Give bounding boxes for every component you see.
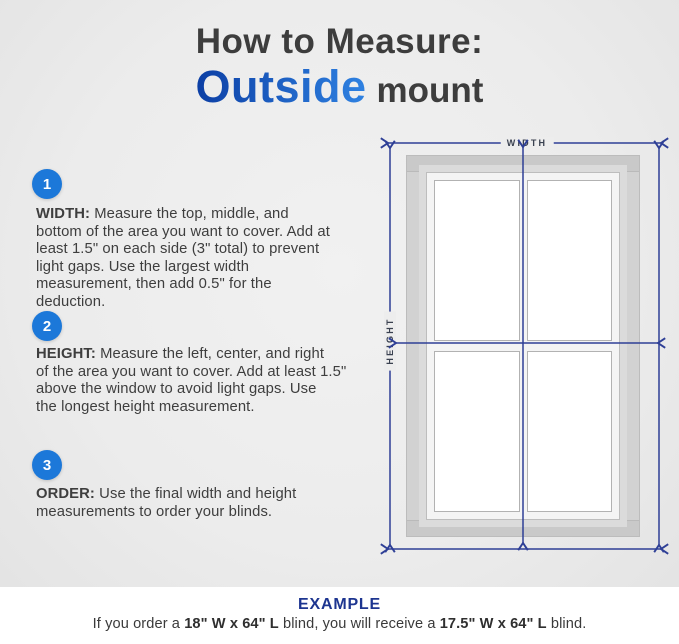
- title-line-2: [0, 63, 679, 122]
- height-dimension-label: HEIGHT: [384, 311, 396, 370]
- example-mid: blind, you will receive a: [278, 616, 440, 632]
- title-mount-type: Outside: [195, 61, 367, 112]
- width-dimension-label: WIDTH: [501, 137, 554, 149]
- step-1-number: 1: [42, 175, 52, 193]
- title-line-1: How to Measure:: [195, 22, 484, 61]
- example-footer: [0, 587, 679, 644]
- step-1-text: [36, 206, 388, 311]
- page-title: [0, 22, 679, 122]
- step-2-number: 2: [42, 317, 52, 335]
- example-heading: EXAMPLE: [298, 596, 381, 613]
- step-3-body: Use the final width and height measurements to order your blinds.: [36, 486, 297, 520]
- step-3-badge: [32, 450, 62, 480]
- measurement-arrows-inner: [380, 130, 679, 570]
- step-3-number: 3: [42, 456, 52, 474]
- step-3-lead: ORDER:: [36, 486, 95, 502]
- example-sentence: [0, 616, 679, 632]
- step-2-badge: [32, 311, 62, 341]
- step-3-text: [36, 486, 388, 521]
- step-2-body: Measure the left, center, and right of the area you want to cover. Add at least 1.5" above the window to avoid light gaps. Use the longest height measurement.: [36, 346, 347, 415]
- title-mount-word: mount: [376, 71, 484, 110]
- example-post: blind.: [546, 616, 587, 632]
- step-1-body: Measure the top, middle, and bottom of the area you want to cover. Add at least 1.5" on each side (3" total) to prevent light gaps. Use the largest width measurement, then add 0.5" for the deduction.: [36, 206, 330, 310]
- step-2-lead: HEIGHT:: [36, 346, 96, 362]
- step-1-lead: WIDTH:: [36, 206, 91, 222]
- example-pre: If you order a: [92, 616, 185, 632]
- example-received-size: 17.5" W x 64" L: [439, 616, 547, 632]
- step-2-text: [36, 346, 388, 416]
- example-ordered-size: 18" W x 64" L: [184, 616, 279, 632]
- step-1-badge: [32, 169, 62, 199]
